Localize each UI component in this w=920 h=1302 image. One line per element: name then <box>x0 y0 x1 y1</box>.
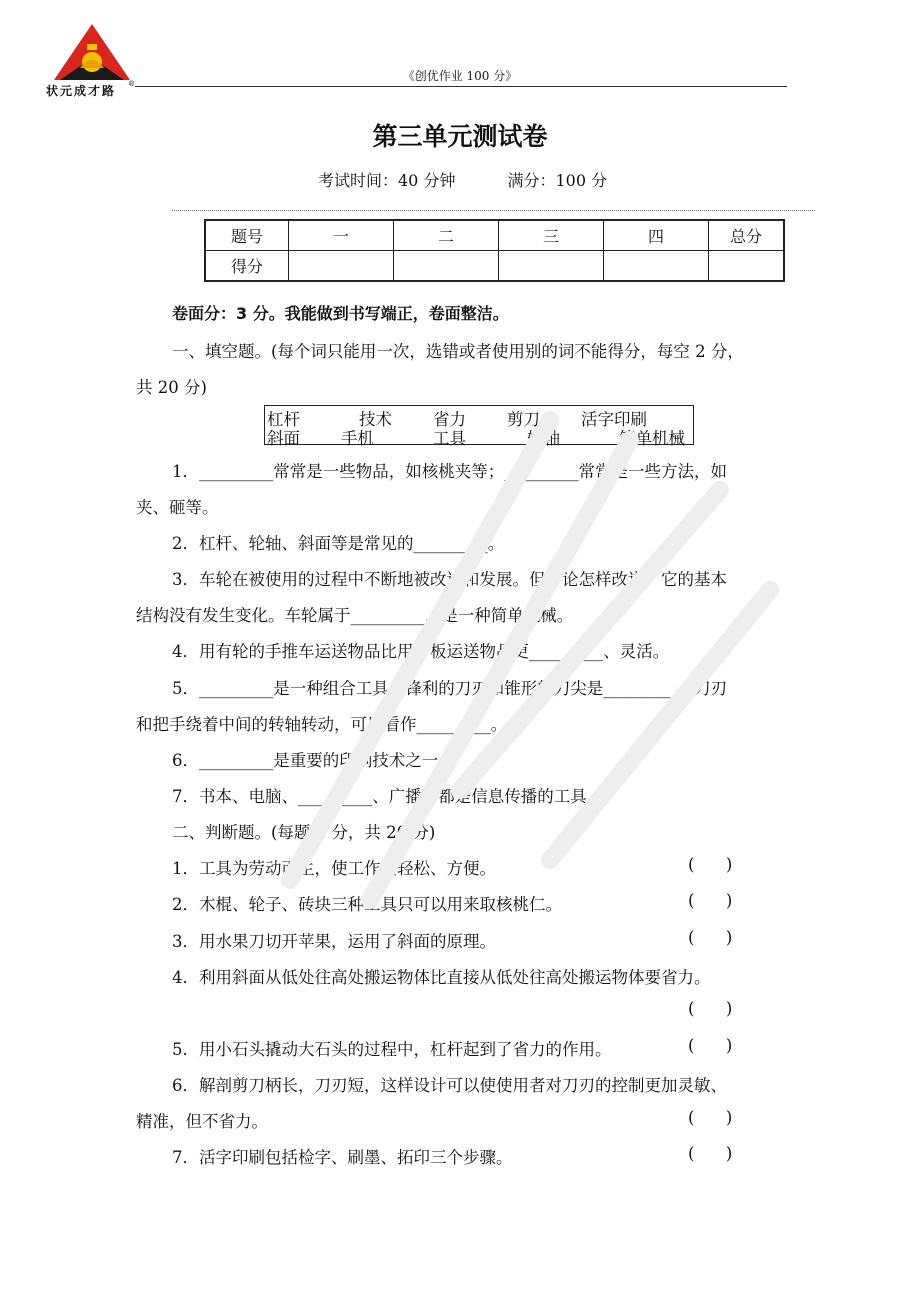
dotted-divider <box>172 210 815 211</box>
answer-parens[interactable]: ( ) <box>688 999 733 1018</box>
question-1-5-cont: 和把手绕着中间的转轴转动，可以看作_________。 <box>136 715 508 734</box>
section1-title: 一、填空题。(每个词只能用一次，选错或者使用别的词不能得分，每空 2 分， <box>172 342 744 361</box>
page-title: 第三单元测试卷 <box>372 122 548 151</box>
registered-mark: ® <box>128 80 135 88</box>
score-cell[interactable] <box>604 251 709 282</box>
word-bank-item: 斜面 <box>267 429 300 448</box>
table-cell: 一 <box>289 220 394 251</box>
exam-time: 考试时间：40 分钟 <box>318 171 456 190</box>
score-cell[interactable] <box>394 251 499 282</box>
word-bank-item: 手机 <box>341 429 374 448</box>
answer-parens[interactable]: ( ) <box>688 1108 733 1127</box>
question-1-7: 7．书本、电脑、_________、广播等都是信息传播的工具。 <box>172 787 604 806</box>
word-bank-item: 杠杆 <box>267 410 300 429</box>
question-1-1: 1．_________常常是一些物品，如核桃夹等；_________常常是一些方法，如 <box>172 462 727 481</box>
score-cell[interactable] <box>499 251 604 282</box>
word-bank-item: 技术 <box>359 410 392 429</box>
word-bank-item: 省力 <box>433 410 466 429</box>
score-table-score-row <box>205 251 784 282</box>
question-2-6: 6．解剖剪刀柄长，刀刃短，这样设计可以使使用者对刀刃的控制更加灵敏、 <box>172 1076 727 1095</box>
question-1-1-cont: 夹、砸等。 <box>136 498 219 517</box>
word-bank-item: 简单机械 <box>619 429 685 448</box>
question-2-3: 3．用水果刀切开苹果，运用了斜面的原理。 <box>172 932 496 951</box>
answer-parens[interactable]: ( ) <box>688 1036 733 1055</box>
question-1-3-cont: 结构没有发生变化。车轮属于_________，是一种简单机械。 <box>136 606 574 625</box>
header-rule <box>135 86 787 87</box>
question-2-1: 1．工具为劳动而生，使工作更轻松、方便。 <box>172 859 496 878</box>
table-cell: 三 <box>499 220 604 251</box>
word-bank <box>264 405 694 448</box>
section2-title: 二、判断题。(每题 2 分，共 20 分) <box>172 823 436 842</box>
question-1-2: 2．杠杆、轮轴、斜面等是常见的_________。 <box>172 534 505 553</box>
table-cell: 总分 <box>709 220 785 251</box>
question-2-2: 2．木棍、轮子、砖块三种工具只可以用来取核桃仁。 <box>172 895 562 914</box>
section1-title-cont: 共 20 分) <box>136 378 207 397</box>
score-cell[interactable] <box>709 251 785 282</box>
answer-parens[interactable]: ( ) <box>688 928 733 947</box>
word-bank-item: 工具 <box>433 429 466 448</box>
exam-info <box>318 168 659 191</box>
score-table <box>204 219 785 282</box>
answer-parens[interactable]: ( ) <box>688 1144 733 1163</box>
question-2-5: 5．用小石头撬动大石头的过程中，杠杆起到了省力的作用。 <box>172 1040 612 1059</box>
series-name: 《创优作业 100 分》 <box>402 69 518 83</box>
question-1-4: 4．用有轮的手推车运送物品比用平板运送物品更_________、灵活。 <box>172 642 670 661</box>
brand-name: 状元成才路 <box>46 84 117 98</box>
question-2-6-cont: 精准，但不省力。 <box>136 1112 268 1131</box>
neatness-note: 卷面分：3 分。我能做到书写端正，卷面整洁。 <box>172 304 509 323</box>
table-cell: 二 <box>394 220 499 251</box>
score-cell[interactable] <box>289 251 394 282</box>
table-cell: 得分 <box>205 251 289 282</box>
word-bank-item: 活字印刷 <box>581 410 647 429</box>
word-bank-item: 轮轴 <box>527 429 560 448</box>
score-table-header-row <box>205 220 784 251</box>
question-1-6: 6．_________是重要的印刷技术之一。 <box>172 751 455 770</box>
answer-parens[interactable]: ( ) <box>688 891 733 910</box>
question-2-7: 7．活字印刷包括检字、刷墨、拓印三个步骤。 <box>172 1148 513 1167</box>
word-bank-item: 剪刀 <box>507 410 540 429</box>
table-cell: 题号 <box>205 220 289 251</box>
question-1-3: 3．车轮在被使用的过程中不断地被改进和发展。但不论怎样改进，它的基本 <box>172 570 727 589</box>
exam-full-score: 满分：100 分 <box>507 171 608 190</box>
question-1-5: 5．_________是一种组合工具，锋利的刀刃和锥形的刀尖是_________，刀刃 <box>172 679 727 698</box>
answer-parens[interactable]: ( ) <box>688 855 733 874</box>
question-2-4: 4．利用斜面从低处往高处搬运物体比直接从低处往高处搬运物体要省力。 <box>172 968 711 987</box>
table-cell: 四 <box>604 220 709 251</box>
